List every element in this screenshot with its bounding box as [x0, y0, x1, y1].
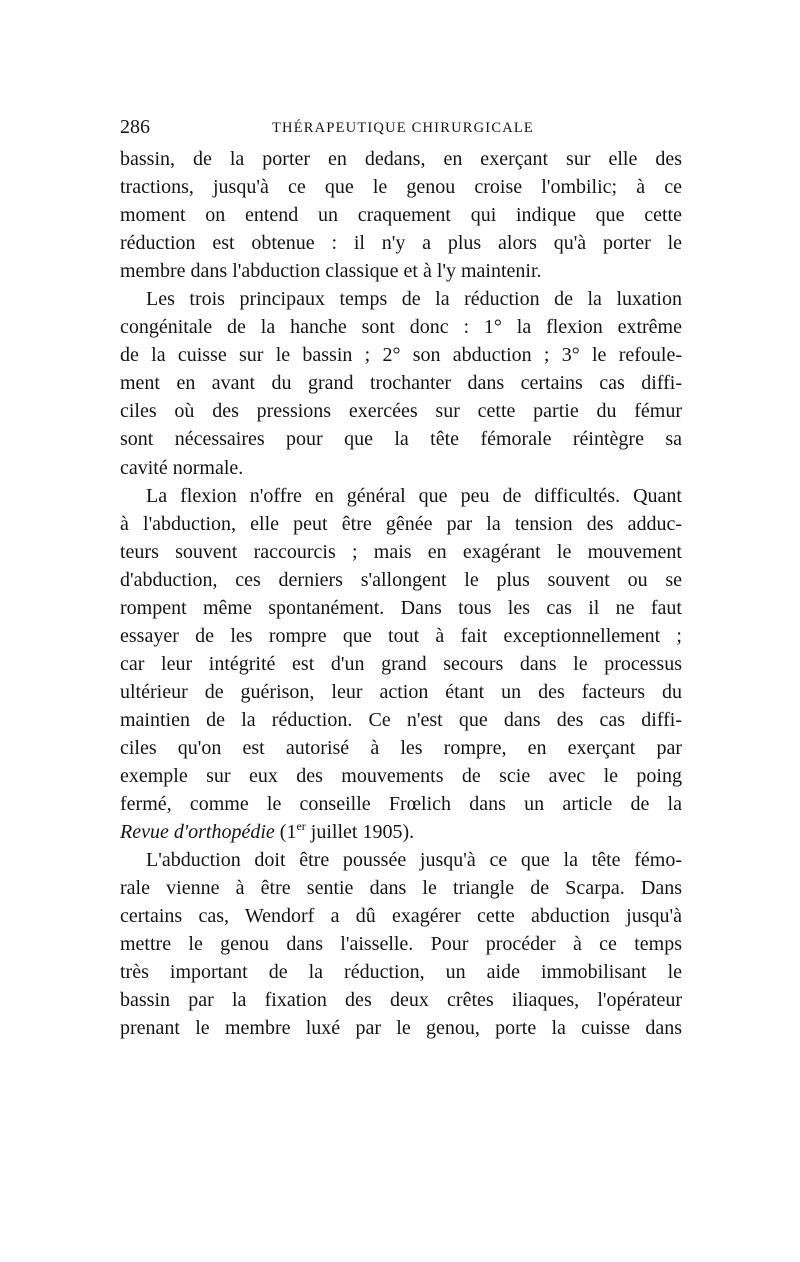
text-line: congénitale de la hanche sont donc : 1° la flexion extrême — [120, 316, 682, 339]
text-line: exemple sur eux des mouvements de scie avec le poing — [120, 765, 682, 788]
citation-line — [120, 818, 682, 846]
citation-open-paren: ( — [274, 821, 287, 844]
text-line: sont nécessaires pour que la tête fémorale réintègre sa — [120, 428, 682, 451]
citation-date: juillet 1905). — [305, 821, 415, 844]
citation-day-suffix: er — [296, 819, 306, 834]
text-line: à l'abduction, elle peut être gênée par la tension des adduc- — [120, 512, 682, 535]
text-line: certains cas, Wendorf a dû exagérer cette abduction jusqu'à — [120, 905, 682, 928]
text-line: ciles qu'on est autorisé à les rompre, en exerçant par — [120, 736, 682, 759]
text-line: bassin par la fixation des deux crêtes iliaques, l'opérateur — [120, 989, 682, 1012]
text-line: d'abduction, ces derniers s'allongent le plus souvent ou se — [120, 568, 682, 591]
journal-title: Revue d'orthopédie — [120, 821, 275, 844]
text-line: mettre le genou dans l'aisselle. Pour procéder à ce temps — [120, 933, 682, 956]
text-line: car leur intégrité est d'un grand secours dans le processus — [120, 652, 682, 675]
text-line: réduction est obtenue : il n'y a plus alors qu'à porter le — [120, 232, 682, 255]
citation-day: 1 — [286, 821, 297, 844]
text-line: prenant le membre luxé par le genou, porte la cuisse dans — [120, 1017, 682, 1040]
running-head — [120, 116, 682, 140]
text-line: rale vienne à être sentie dans le triangle de Scarpa. Dans — [120, 877, 682, 900]
text-line: ultérieur de guérison, leur action étant un des facteurs du — [120, 680, 682, 703]
text-line: très important de la réduction, un aide immobilisant le — [120, 961, 682, 984]
text-line: fermé, comme le conseille Frœlich dans un article de la — [120, 793, 682, 816]
text-line: moment on entend un craquement qui indique que cette — [120, 204, 682, 227]
text-line: essayer de les rompre que tout à fait exceptionnellement ; — [120, 624, 682, 647]
text-line: ment en avant du grand trochanter dans certains cas diffi- — [120, 372, 682, 395]
text-line: teurs souvent raccourcis ; mais en exagérant le mouvement — [120, 540, 682, 563]
text-line: cavité normale. — [120, 456, 244, 479]
text-line: maintien de la réduction. Ce n'est que dans des cas diffi- — [120, 708, 682, 731]
text-line: La flexion n'offre en général que peu de difficultés. Quant — [146, 484, 682, 507]
text-line: bassin, de la porter en dedans, en exerçant sur elle des — [120, 148, 682, 170]
text-line: tractions, jusqu'à ce que le genou croise l'ombilic; à ce — [120, 176, 682, 199]
text-line: L'abduction doit être poussée jusqu'à ce que la tête fémo- — [146, 849, 682, 872]
text-line: membre dans l'abduction classique et à l'y maintenir. — [120, 260, 542, 283]
running-title: THÉRAPEUTIQUE CHIRURGICALE — [272, 120, 534, 136]
text-line: de la cuisse sur le bassin ; 2° son abduction ; 3° le refoule- — [120, 344, 682, 367]
page-number: 286 — [120, 116, 150, 138]
text-line: rompent même spontanément. Dans tous les cas il ne faut — [120, 596, 682, 619]
text-body — [120, 145, 682, 1043]
text-line: ciles où des pressions exercées sur cette partie du fémur — [120, 400, 682, 423]
text-line: Les trois principaux temps de la réduction de la luxation — [146, 288, 682, 311]
